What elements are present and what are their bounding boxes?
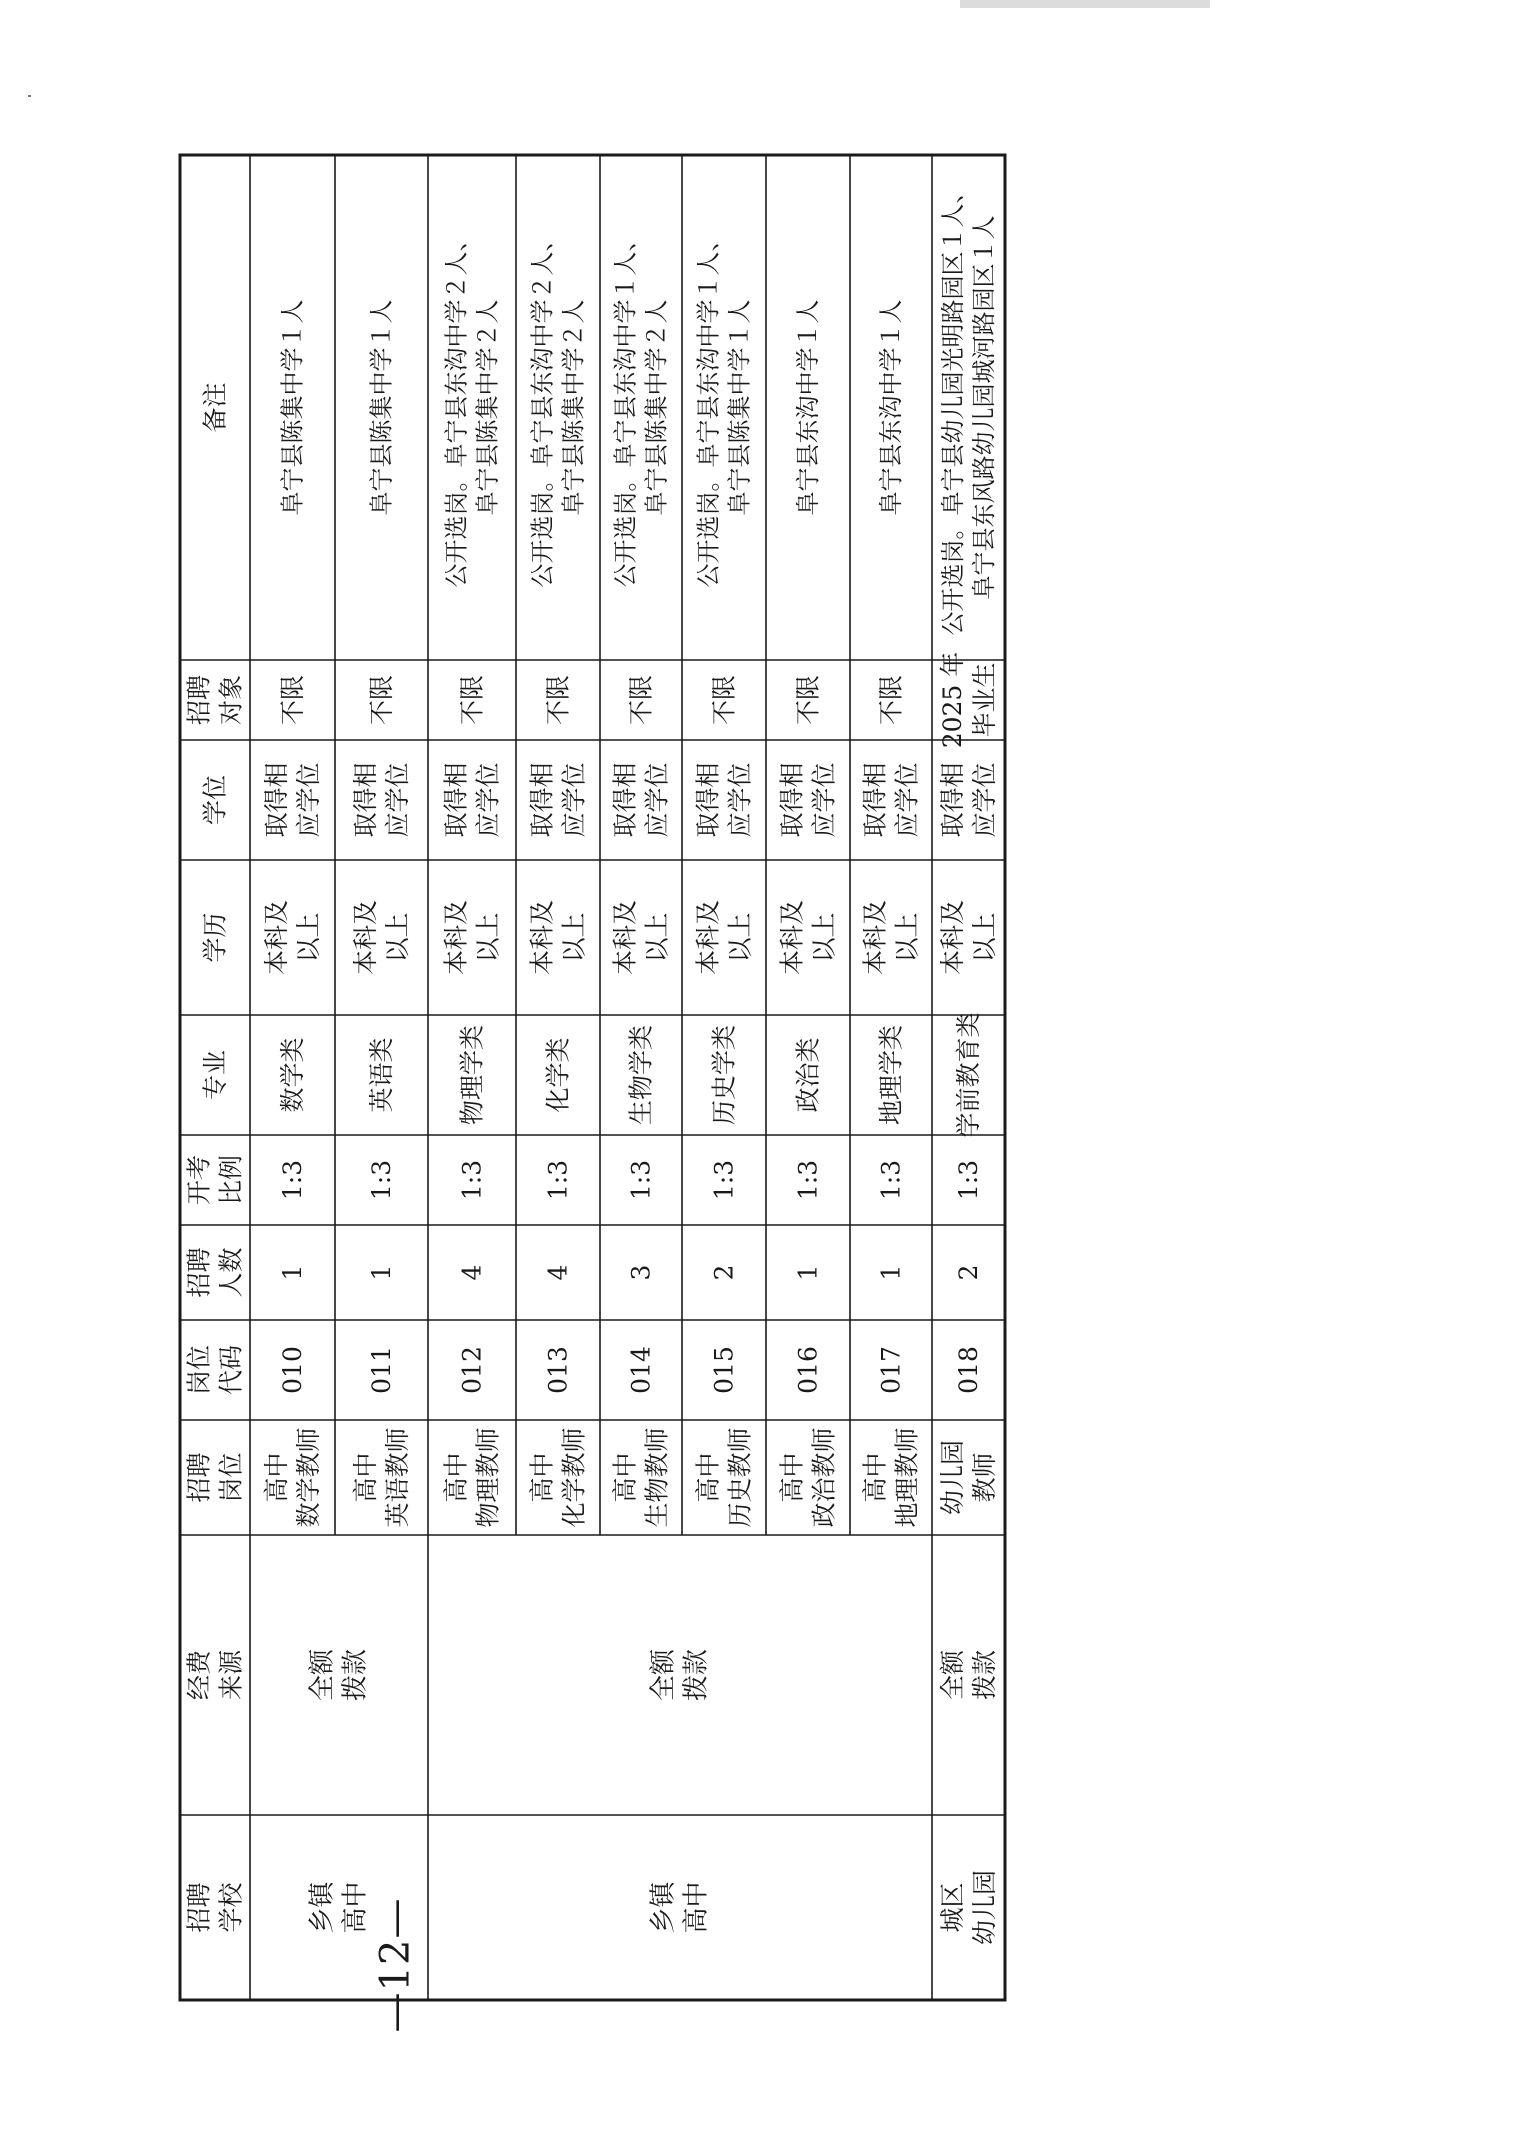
cell-remarks — [368, 300, 396, 516]
cell-remarks — [443, 228, 502, 588]
cell-position-line: 化学教师 — [559, 1427, 589, 1528]
group-funding-1 — [307, 1648, 370, 1701]
cell-major-text: 学前教育类 — [954, 1012, 983, 1138]
cell-ratio-text: 1:3 — [954, 1159, 983, 1201]
cell-code-text: 010 — [278, 1346, 307, 1394]
cell-code — [458, 1346, 487, 1394]
cell-education — [442, 900, 503, 975]
cell-ratio-text: 1:3 — [626, 1159, 656, 1201]
cell-target-line: 不限 — [457, 674, 487, 726]
cell-ratio — [954, 1160, 983, 1200]
header-remarks — [201, 382, 230, 432]
cell-position — [351, 1427, 412, 1527]
cell-remarks — [695, 228, 754, 588]
header-funding-line: 经费 — [184, 1649, 214, 1701]
cell-position — [694, 1427, 755, 1527]
cell-ratio-text: 1:3 — [278, 1159, 307, 1201]
header-education-line: 学历 — [200, 912, 230, 963]
header-funding-line: 来源 — [216, 1649, 246, 1701]
cell-target-line: 不限 — [709, 674, 739, 726]
cell-education-line: 以上 — [642, 912, 672, 963]
cell-position-line: 教师 — [970, 1452, 999, 1503]
cell-code-text: 013 — [543, 1346, 573, 1394]
cell-education — [351, 900, 412, 975]
group-funding-2-line: 拨款 — [681, 1648, 712, 1702]
cell-target — [544, 675, 573, 725]
cell-count — [954, 1265, 983, 1281]
cell-remarks-line: 公开选岗。阜宁县东沟中学２人、 — [528, 227, 557, 588]
cell-position-line: 高中 — [860, 1452, 890, 1503]
cell-count — [544, 1265, 573, 1281]
cell-count — [877, 1265, 906, 1281]
cell-education-line: 本科及 — [938, 899, 967, 976]
cell-education-line: 本科及 — [860, 899, 890, 976]
cell-major — [278, 1037, 307, 1112]
cell-major-text: 历史学类 — [709, 1024, 739, 1126]
cell-code-text: 011 — [367, 1346, 396, 1394]
cell-degree-line: 应学位 — [642, 762, 672, 838]
cell-major — [877, 1025, 906, 1125]
cell-ratio — [794, 1160, 823, 1200]
cell-degree-line: 应学位 — [473, 762, 503, 838]
group-school-2 — [648, 1880, 711, 1934]
cell-position-line: 物理教师 — [473, 1427, 503, 1528]
cell-position-line: 高中 — [693, 1452, 723, 1503]
cell-degree-line: 应学位 — [970, 762, 999, 838]
cell-degree-line: 取得相 — [441, 762, 471, 838]
cell-degree — [938, 762, 999, 837]
cell-remarks — [939, 180, 998, 636]
cell-remarks-line: 阜宁县陈集中学２人 — [473, 299, 502, 516]
group-school-1-line: 高中 — [340, 1881, 371, 1934]
cell-degree-line: 取得相 — [777, 762, 807, 838]
cell-degree — [694, 762, 755, 837]
cell-count — [278, 1265, 307, 1281]
group-school-3-line: 幼儿园 — [970, 1869, 999, 1946]
cell-code-text: 016 — [793, 1346, 823, 1394]
cell-remarks-line: 公开选岗。阜宁县东沟中学１人、 — [611, 227, 640, 588]
cell-code — [954, 1346, 983, 1394]
cell-ratio-text: 1:3 — [876, 1159, 906, 1201]
cell-target — [877, 675, 906, 725]
cell-education-line: 以上 — [383, 912, 412, 963]
cell-position-line: 高中 — [777, 1452, 807, 1503]
cell-major — [794, 1037, 823, 1112]
cell-education — [861, 900, 922, 975]
cell-education-line: 以上 — [809, 912, 839, 963]
cell-education-line: 以上 — [294, 912, 323, 963]
cell-target-line: 不限 — [793, 674, 823, 726]
header-target-line: 对象 — [216, 674, 246, 726]
cell-code — [794, 1346, 823, 1394]
cell-degree-line: 取得相 — [938, 762, 967, 838]
cell-position-line: 数学教师 — [294, 1427, 323, 1528]
cell-remarks-line: 阜宁县陈集中学２人 — [559, 299, 588, 516]
header-major — [201, 1050, 230, 1100]
cell-target — [278, 675, 307, 725]
cell-target-line: 不限 — [626, 674, 656, 726]
header-position-line: 岗位 — [216, 1452, 246, 1503]
cell-code-text: 017 — [876, 1346, 906, 1394]
cell-position — [442, 1427, 503, 1527]
cell-major-text: 物理学类 — [457, 1024, 487, 1126]
header-education — [201, 912, 230, 962]
cell-position-line: 高中 — [527, 1452, 557, 1503]
cell-target-line: 毕业生 — [970, 662, 999, 738]
cell-count — [458, 1265, 487, 1281]
cell-target-line: 不限 — [876, 674, 906, 726]
cell-remarks-line: 阜宁县陈集中学２人 — [642, 299, 671, 516]
cell-degree-line: 取得相 — [860, 762, 890, 838]
page-number-text: —12— — [372, 1897, 418, 2033]
cell-major — [458, 1025, 487, 1125]
cell-ratio — [877, 1160, 906, 1200]
cell-degree-line: 取得相 — [693, 762, 723, 838]
cell-remarks-line: 公开选岗。阜宁县幼儿园光明路园区１人、 — [939, 179, 968, 636]
cell-education-line: 本科及 — [610, 899, 640, 976]
cell-degree — [528, 762, 589, 837]
group-funding-1-line: 全额 — [307, 1648, 338, 1702]
cell-count — [794, 1265, 823, 1281]
cell-ratio — [544, 1160, 573, 1200]
group-funding-1-line: 拨款 — [340, 1648, 371, 1702]
cell-target — [794, 675, 823, 725]
cell-target — [367, 675, 396, 725]
cell-count-text: 1 — [876, 1264, 906, 1281]
cell-major-text: 化学类 — [543, 1037, 573, 1113]
cell-position-line: 地理教师 — [892, 1427, 922, 1528]
cell-major — [627, 1025, 656, 1125]
cell-position — [611, 1427, 672, 1527]
cell-degree — [351, 762, 412, 837]
cell-remarks-line: 阜宁县陈集中学１人 — [725, 299, 754, 516]
cell-position-line: 政治教师 — [809, 1427, 839, 1528]
cell-degree-line: 应学位 — [294, 762, 323, 838]
cell-education — [778, 900, 839, 975]
cell-education-line: 本科及 — [351, 899, 380, 976]
cell-remarks-line: 阜宁县陈集中学１人 — [367, 299, 396, 516]
cell-ratio — [710, 1160, 739, 1200]
header-major-line: 专业 — [200, 1049, 230, 1101]
header-target — [185, 675, 246, 725]
cell-degree — [611, 762, 672, 837]
cell-remarks — [279, 300, 307, 516]
cell-target-line: 2025 年 — [938, 651, 967, 749]
cell-education-line: 本科及 — [777, 899, 807, 976]
cell-remarks — [529, 228, 588, 588]
group-funding-2-line: 全额 — [648, 1648, 679, 1702]
cell-major — [710, 1025, 739, 1125]
page-number — [365, 1897, 425, 2033]
cell-ratio-text: 1:3 — [543, 1159, 573, 1201]
cell-code — [367, 1346, 396, 1394]
cell-degree — [262, 762, 323, 837]
cell-remarks-line: 阜宁县陈集中学１人 — [278, 299, 307, 516]
cell-target — [627, 675, 656, 725]
header-degree-line: 学位 — [200, 774, 230, 826]
cell-code — [278, 1346, 307, 1394]
cell-position — [528, 1427, 589, 1527]
header-code-line: 岗位 — [184, 1344, 214, 1396]
cell-education-line: 以上 — [473, 912, 503, 963]
cell-remarks-line: 阜宁县东风路幼儿园城河路园区１人 — [969, 215, 998, 600]
cell-education-line: 本科及 — [693, 899, 723, 976]
cell-degree-line: 应学位 — [559, 762, 589, 838]
cell-major-text: 地理学类 — [876, 1024, 906, 1126]
cell-position — [262, 1427, 323, 1527]
cell-remarks-line: 公开选岗。阜宁县东沟中学１人、 — [694, 227, 723, 588]
group-school-2-line: 乡镇 — [648, 1881, 679, 1934]
cell-degree-line: 应学位 — [809, 762, 839, 838]
header-degree — [201, 775, 230, 825]
cell-remarks — [877, 300, 905, 516]
cell-remarks-line: 阜宁县东沟中学１人 — [794, 299, 822, 516]
header-code-line: 代码 — [216, 1344, 246, 1396]
cell-position — [778, 1427, 839, 1527]
header-count-line: 人数 — [216, 1247, 246, 1298]
cell-degree-line: 取得相 — [262, 762, 291, 838]
cell-code-text: 015 — [709, 1346, 739, 1394]
header-funding — [185, 1649, 246, 1700]
cell-remarks — [612, 228, 671, 588]
cell-position-line: 历史教师 — [725, 1427, 755, 1528]
cell-count-text: 4 — [457, 1264, 487, 1281]
cell-education — [938, 900, 999, 975]
cell-ratio-text: 1:3 — [457, 1159, 487, 1201]
cell-degree-line: 应学位 — [892, 762, 922, 838]
cell-target — [458, 675, 487, 725]
cell-target-line: 不限 — [278, 674, 307, 726]
cell-count — [627, 1265, 656, 1281]
cell-remarks-line: 公开选岗。阜宁县东沟中学２人、 — [442, 227, 471, 588]
cell-degree-line: 应学位 — [383, 762, 412, 838]
cell-education-line: 以上 — [559, 912, 589, 963]
cell-degree — [778, 762, 839, 837]
header-target-line: 招聘 — [184, 674, 214, 726]
cell-code — [627, 1346, 656, 1394]
cell-major-text: 英语类 — [367, 1037, 396, 1113]
header-ratio-line: 开考 — [184, 1154, 214, 1206]
cell-ratio-text: 1:3 — [709, 1159, 739, 1201]
group-school-1 — [307, 1880, 370, 1934]
cell-count-text: 4 — [543, 1264, 573, 1281]
header-remarks-line: 备注 — [200, 382, 230, 433]
header-position-line: 招聘 — [184, 1452, 214, 1503]
group-school-3-line: 城区 — [938, 1882, 967, 1933]
cell-ratio-text: 1:3 — [367, 1159, 396, 1201]
group-funding-3-line: 全额 — [938, 1649, 967, 1701]
cell-code — [710, 1346, 739, 1394]
cell-degree-line: 取得相 — [527, 762, 557, 838]
cell-major — [544, 1037, 573, 1112]
cell-degree-line: 取得相 — [610, 762, 640, 838]
cell-code-text: 018 — [954, 1346, 983, 1394]
header-count — [185, 1247, 246, 1297]
cell-position — [861, 1427, 922, 1527]
header-school-line: 招聘 — [184, 1882, 214, 1933]
cell-education-line: 以上 — [892, 912, 922, 963]
cell-position-line: 高中 — [262, 1452, 291, 1503]
cell-code-text: 012 — [457, 1346, 487, 1394]
cell-remarks — [794, 300, 822, 516]
cell-degree — [861, 762, 922, 837]
cell-code-text: 014 — [626, 1346, 656, 1394]
header-position — [185, 1452, 246, 1502]
cell-count-text: 1 — [793, 1264, 823, 1281]
cell-major-text: 生物学类 — [626, 1024, 656, 1126]
cell-degree-line: 取得相 — [351, 762, 380, 838]
cell-target-line: 不限 — [367, 674, 396, 726]
cell-major-text: 数学类 — [278, 1037, 307, 1113]
cell-position-line: 英语教师 — [383, 1427, 412, 1528]
cell-remarks-line: 阜宁县东沟中学１人 — [877, 299, 905, 516]
cell-education-line: 本科及 — [441, 899, 471, 976]
cell-major-text: 政治类 — [793, 1037, 823, 1113]
group-school-1-line: 乡镇 — [307, 1881, 338, 1934]
cell-position-line: 幼儿园 — [938, 1439, 967, 1516]
cell-education — [528, 900, 589, 975]
cell-education — [694, 900, 755, 975]
header-ratio — [185, 1155, 246, 1205]
cell-major — [954, 1012, 983, 1137]
cell-education — [262, 900, 323, 975]
cell-ratio — [458, 1160, 487, 1200]
cell-ratio — [278, 1160, 307, 1200]
cell-target-line: 不限 — [543, 674, 573, 726]
cell-degree-line: 应学位 — [725, 762, 755, 838]
cell-target — [710, 675, 739, 725]
group-school-2-line: 高中 — [681, 1881, 712, 1934]
cell-count-text: 1 — [367, 1264, 396, 1281]
cell-count-text: 1 — [278, 1264, 307, 1281]
cell-major — [367, 1037, 396, 1112]
cell-code — [877, 1346, 906, 1394]
cell-education-line: 以上 — [725, 912, 755, 963]
cell-education-line: 以上 — [970, 912, 999, 963]
cell-degree — [442, 762, 503, 837]
cell-target — [938, 652, 999, 749]
cell-position-line: 高中 — [351, 1452, 380, 1503]
cell-count — [367, 1265, 396, 1281]
cell-count-text: 2 — [954, 1264, 983, 1281]
header-code — [185, 1345, 246, 1395]
cell-code — [544, 1346, 573, 1394]
cell-ratio-text: 1:3 — [793, 1159, 823, 1201]
cell-count-text: 3 — [626, 1264, 656, 1281]
group-funding-3-line: 拨款 — [970, 1649, 999, 1701]
cell-position-line: 生物教师 — [642, 1427, 672, 1528]
cell-education-line: 本科及 — [262, 899, 291, 976]
cell-position-line: 高中 — [441, 1452, 471, 1503]
group-funding-2 — [648, 1648, 711, 1701]
cell-position-line: 高中 — [610, 1452, 640, 1503]
cell-ratio — [627, 1160, 656, 1200]
cell-position — [938, 1440, 999, 1515]
cell-count-text: 2 — [709, 1264, 739, 1281]
cell-count — [710, 1265, 739, 1281]
cell-education-line: 本科及 — [527, 899, 557, 976]
header-school-line: 学校 — [216, 1882, 246, 1933]
cell-education — [611, 900, 672, 975]
group-school-3 — [938, 1870, 999, 1945]
header-ratio-line: 比例 — [216, 1154, 246, 1206]
header-school — [185, 1882, 246, 1933]
cell-ratio — [367, 1160, 396, 1200]
group-funding-3 — [938, 1649, 999, 1700]
header-count-line: 招聘 — [184, 1247, 214, 1298]
